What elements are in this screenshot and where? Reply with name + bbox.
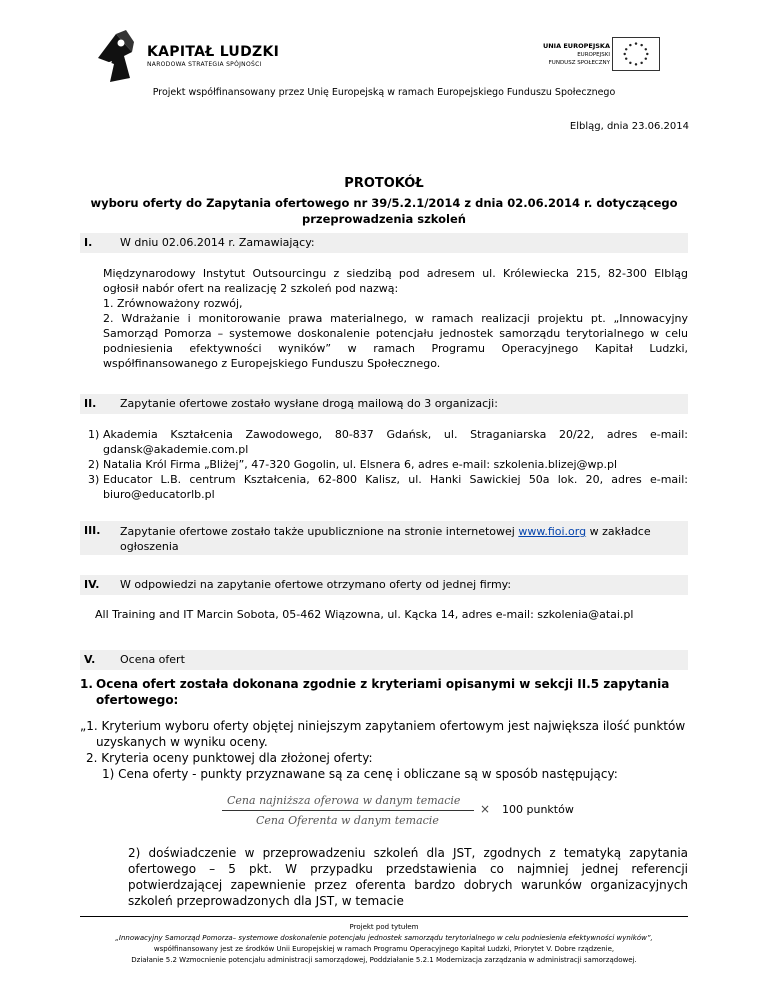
section-text: Ocena ofert [120,653,185,666]
eu-flag-icon [612,37,660,71]
formula-fraction-line [222,810,474,811]
list-item-text: Akademia Kształcenia Zawodowego, 80-837 Gdańsk, ul. Straganiarska 20/22, adres e-mail: gdansk@akademie.com.pl [103,428,688,456]
criteria-line: „1. Kryterium wyboru oferty objętej niniejszym zapytaniem ofertowym jest największa ilość punktów [80,719,686,733]
evaluation-heading-text: Ocena ofert została dokonana zgodnie z kryteriami opisanymi w sekcji II.5 zapytania ofertowego: [96,677,670,707]
subtitle-line1: wyboru oferty do Zapytania ofertowego nr 39/5.2.1/2014 z dnia 02.06.2014 r. dotyczącego [90,196,678,210]
list-item-number: 1) [88,428,100,441]
criteria-line: uzyskanych w wyniku oceny. [96,735,268,749]
organizations-list [80,427,688,502]
ue-label-line2: EUROPEJSKI [577,52,610,58]
section-iv-heading [80,575,688,595]
intro-line: ogłosił nabór ofert na realizację 2 szkoleń pod nazwą: [103,282,399,295]
section-text: W dniu 02.06.2014 r. Zamawiający: [120,236,315,249]
section-ii-heading [80,394,688,414]
section-iii-heading [80,521,688,555]
section-v-heading [80,650,688,670]
formula-numerator: Cena najniższa oferowa w danym temacie [227,794,461,807]
section-i-heading [80,233,688,253]
kapital-ludzki-subtitle: NARODOWA STRATEGIA SPÓJNOŚCI [147,61,262,68]
section-text-after: w zakładce ogłoszenia [120,525,651,553]
intro-line: Samorząd Pomorza – systemowe doskonalenie potencjału jednostek samorządu terytorialnego w celu [103,327,688,340]
section-number: III. [84,524,101,537]
section-text-before: Zapytanie ofertowe zostało także upublicznione na stronie internetowej [120,525,519,538]
section-text: W odpowiedzi na zapytanie ofertowe otrzymano oferty od jednej firmy: [120,578,512,591]
evaluation-heading-number: 1. [80,677,93,691]
formula-points: 100 punktów [502,803,574,816]
document-date: Elbląg, dnia 23.06.2014 [569,121,689,132]
list-item-number: 2) [88,458,100,471]
formula-times-sign: × [480,802,491,816]
cofinancing-note: Projekt współfinansowany przez Unię Europejską w ramach Europejskiego Funduszu Społecznego [152,87,616,98]
criteria-text [80,718,688,782]
criteria-line: 1) Cena oferty - punkty przyznawane są za cenę i obliczane są w sposób następujący: [102,767,618,781]
section-text: Zapytanie ofertowe zostało wysłane drogą mailową do 3 organizacji: [120,397,498,410]
footer-line4: Działanie 5.2 Wzmocnienie potencjału administracji samorządowej, Poddziałanie 5.2.1 Modernizacja zarządzania w administracji samorządowej. [131,956,637,964]
intro-line: podniesienia efektywności wyników” w ramach Programu Operacyjnego Kapitał Ludzki, [103,342,688,355]
intro-line: Międzynarodowy Instytut Outsourcingu z siedzibą pod adresem ul. Królewiecka 215, 82-300 Elbląg [103,267,688,280]
list-item [80,472,688,502]
list-item-text: Natalia Król Firma „Bliżej”, 47-320 Gogolin, ul. Elsnera 6, adres e-mail: szkolenia.blizej@wp.pl [103,458,618,471]
list-item [80,427,688,457]
section-text [120,524,686,554]
document-subtitle [80,195,688,227]
intro-line: współfinansowanego z Europejskiego Funduszu Społecznego. [103,357,441,370]
section-number: II. [84,397,97,410]
kapital-ludzki-title: KAPITAŁ LUDZKI [147,44,280,60]
intro-paragraph [103,266,688,371]
section-number: I. [84,236,93,249]
section-number: IV. [84,578,100,591]
subtitle-line2: przeprowadzenia szkoleń [302,212,466,226]
section-number: V. [84,653,96,666]
ue-label-line3: FUNDUSZ SPOŁECZNY [548,60,610,66]
criteria-line: 2. Kryteria oceny punktowej dla złożonej oferty: [86,751,373,765]
document-title: PROTOKÓŁ [344,176,424,191]
price-formula [222,792,522,832]
evaluation-heading [80,676,688,708]
offering-firm: All Training and IT Marcin Sobota, 05-462 Wiązowna, ul. Kącka 14, adres e-mail: szkolenia@atai.pl [95,608,634,621]
footer-line1: Projekt pod tytułem [349,923,419,931]
intro-line: 2. Wdrażanie i monitorowanie prawa materialnego, w ramach realizacji projektu pt. „Innowacyjny [103,312,688,325]
website-link[interactable]: www.fioi.org [518,525,587,538]
list-item-number: 3) [88,473,100,486]
footer-line2: „Innowacyjny Samorząd Pomorza– systemowe doskonalenie potencjału jednostek samorządu terytorialnego w celu podniesienia efektywności wyników”, [115,934,653,942]
intro-line: 1. Zrównoważony rozwój, [103,297,243,310]
list-item [80,457,688,472]
experience-criterion: 2) doświadczenie w przeprowadzeniu szkoleń dla JST, zgodnych z tematyką zapytania ofertowego – 5 pkt. W przypadku przedstawienia co najmniej jednej referencji potwierdzającej zapewnienie przez oferenta bardzo dobrych warunków organizacyjnych szkoleń przeprowadzonych dla JST, w temacie [128,846,688,908]
list-item-text: Educator L.B. centrum Kształcenia, 62-800 Kalisz, ul. Hanki Sawickiej 50a lok. 20, adres e-mail: biuro@educatorlb.pl [103,473,688,501]
footer-line3: współfinansowany jest ze środków Unii Europejskiej w ramach Programu Operacyjnego Kapitał Ludzki, Priorytet V. Dobre rządzenie, [153,945,615,953]
footer-divider [80,916,688,917]
ue-label-line1: UNIA EUROPEJSKA [542,42,610,50]
formula-denominator: Cena Oferenta w danym temacie [256,814,439,827]
